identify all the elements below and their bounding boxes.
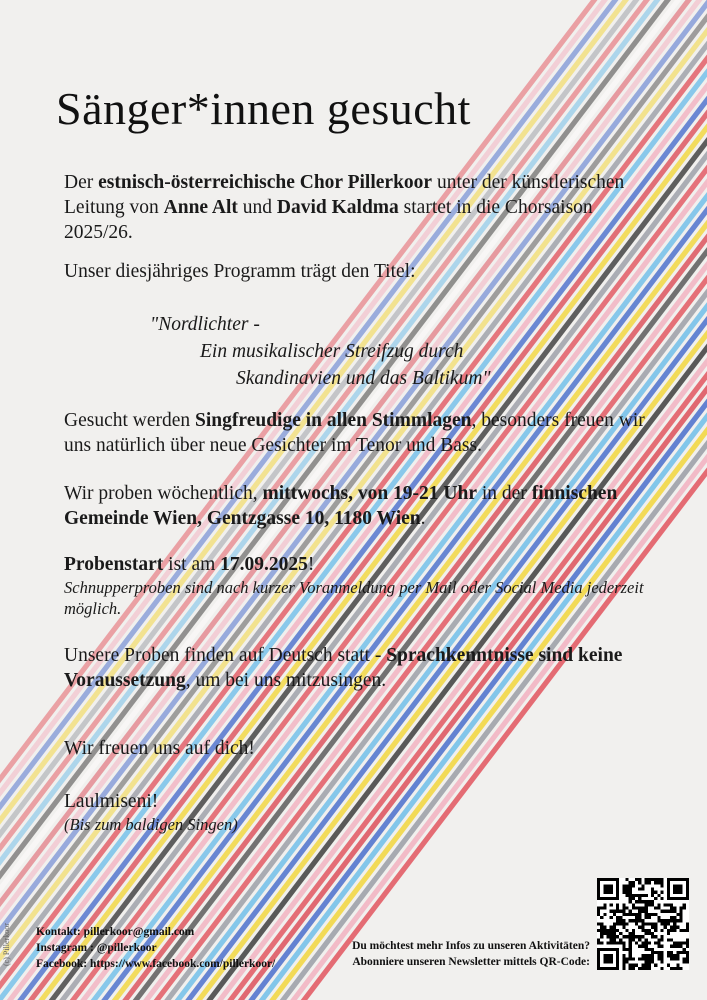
language-paragraph: Unsere Proben finden auf Deutsch statt - Sprachkenntnisse sind keine Voraussetzung, um bei uns mitzusingen. [64,645,623,691]
closing-line: Wir freuen uns auf dich! [64,738,255,759]
trial-rehearsal-note: Schnupperproben sind nach kurzer Voranmeldung per Mail oder Social Media jederzeit möglich. [64,578,644,618]
contact-info [36,924,275,972]
rehearsal-paragraph: Wir proben wöchentlich, mittwochs, von 19-21 Uhr in der finnischen Gemeinde Wien, Gentzgasse 10, 1180 Wien. [64,483,618,529]
copyright-note: (c) Pillerkoor [2,923,11,966]
start-paragraph: Probenstart ist am 17.09.2025! Schnupperproben sind nach kurzer Voranmeldung per Mail oder Social Media jederzeit möglich. [64,552,654,619]
choir-name: estnisch-österreichische Chor Pillerkoor [98,172,433,193]
poster-title: Sänger*innen gesucht [56,83,471,134]
contact-instagram[interactable]: Instagram : @pillerkoor [36,942,157,954]
qr-code[interactable] [597,878,689,970]
search-paragraph: Gesucht werden Singfreudige in allen Stimmlagen, besonders freuen wir uns natürlich über neue Gesichter im Tenor und Bass. [64,410,645,456]
program-title-line-2: Ein musikalischer Streifzug durch [200,341,464,362]
contact-facebook[interactable]: Facebook: https://www.facebook.com/pillerkoor/ [36,958,276,970]
program-intro: Unser diesjähriges Programm trägt den Titel: [64,261,416,282]
conductor-1: Anne Alt [163,197,238,218]
program-title-line-1: "Nordlichter - [150,314,260,335]
conductor-2: David Kaldma [276,197,399,218]
contact-email[interactable]: Kontakt: pillerkoor@gmail.com [36,926,195,938]
farewell: Laulmiseni! (Bis zum baldigen Singen) [64,789,654,835]
program-title-line-3: Skandinavien und das Baltikum" [236,368,491,389]
newsletter-info: Du möchtest mehr Infos zu unseren Aktivitäten? Abonniere unseren Newsletter mittels QR-Code: [352,940,590,968]
intro-paragraph: Der estnisch-österreichische Chor Pillerkoor unter der künstlerischen Leitung von Anne Alt und David Kaldma startet in die Chorsaison 2025/26. [64,172,625,243]
program-title [150,311,491,392]
farewell-translation: (Bis zum baldigen Singen) [64,815,238,834]
